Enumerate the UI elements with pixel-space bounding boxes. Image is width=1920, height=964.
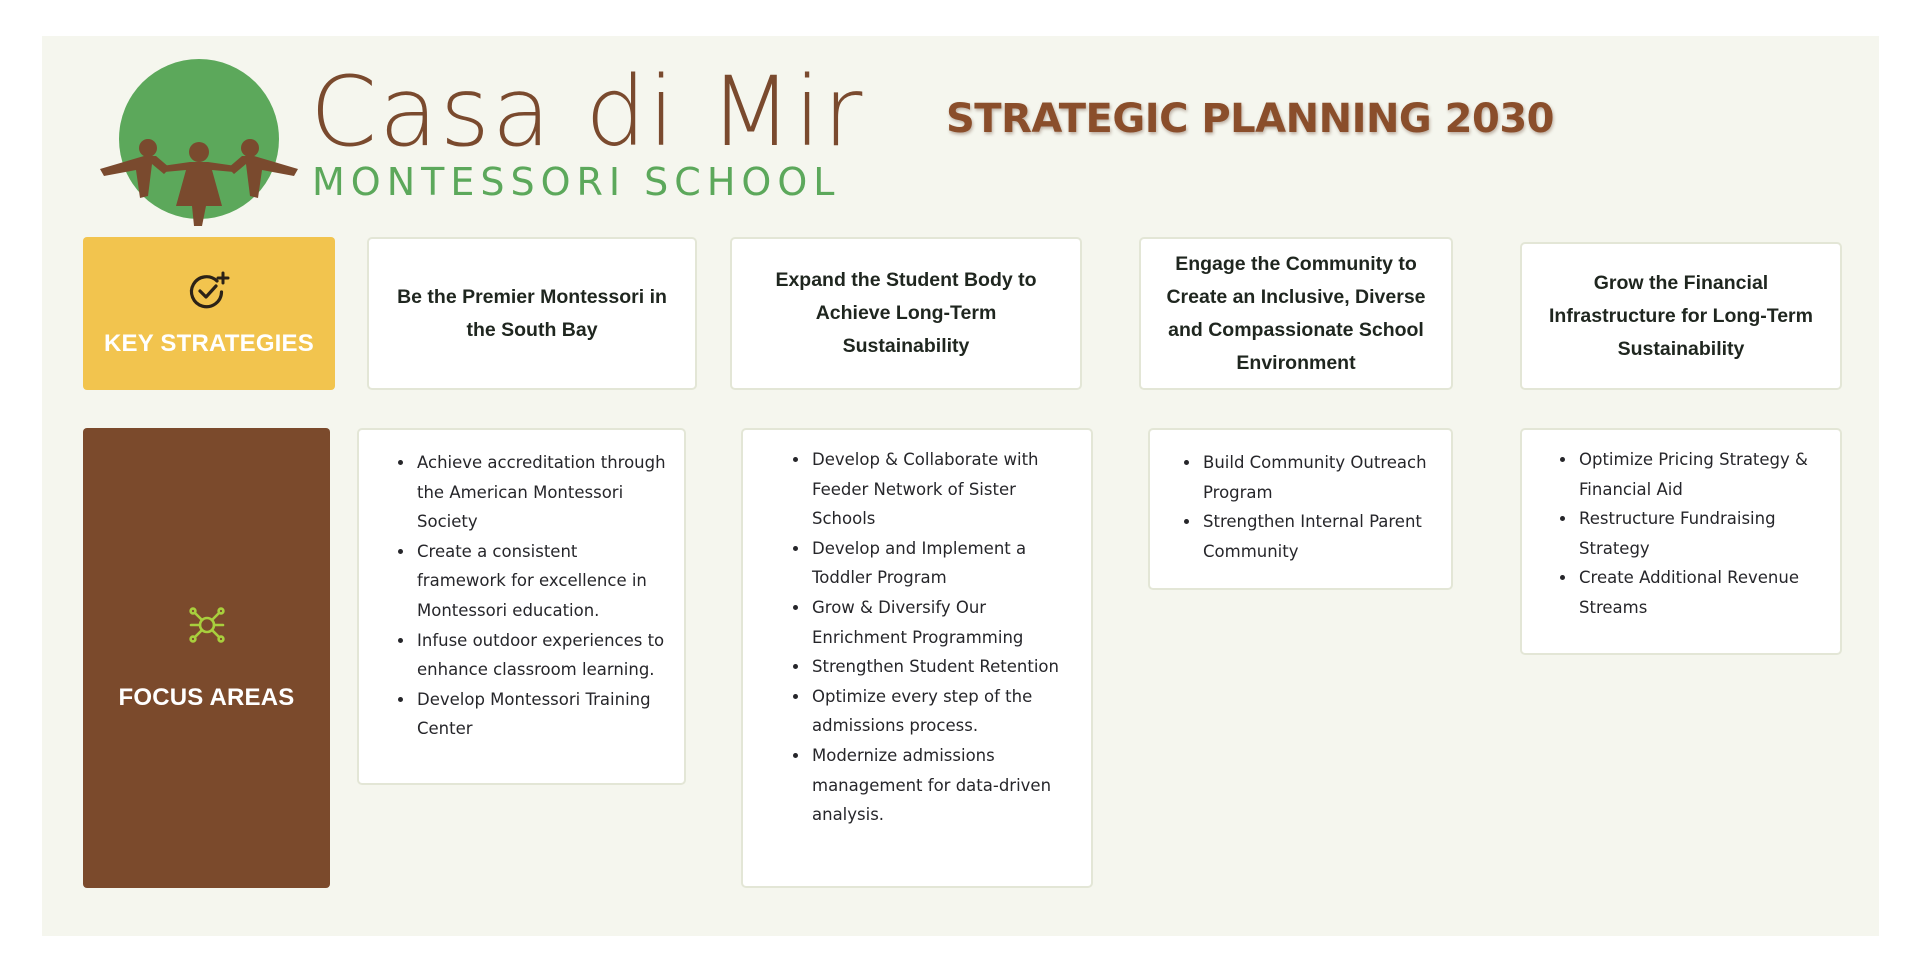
key-strategies-label-box [83,237,335,390]
strategy-card-1 [367,237,697,390]
strategy-text: Engage the Community to Create an Inclusive, Diverse and Compassionate School Environment [1166,252,1426,374]
page-title: STRATEGIC PLANNING 2030 [946,96,1555,142]
list-item: • Create a consistent framework for excellence in Montessori education. [415,537,668,626]
strategy-card-4 [1520,242,1842,390]
list-item: • Strengthen Internal Parent Community [1201,507,1435,566]
focus-card-3 [1148,428,1453,590]
focus-areas-label-box [83,428,330,888]
list-item: • Grow & Diversify Our Enrichment Programming [810,593,1075,652]
key-strategies-label: KEY STRATEGIES [104,329,314,357]
focus-list [359,448,684,744]
list-item: • Develop Montessori Training Center [415,685,668,744]
list-item: • Build Community Outreach Program [1201,448,1435,507]
focus-card-1 [357,428,686,785]
strategy-card-3 [1139,237,1453,390]
focus-list [1522,445,1840,623]
list-item: • Infuse outdoor experiences to enhance classroom learning. [415,626,668,685]
strategy-text: Be the Premier Montessori in the South Bay [397,285,667,341]
list-item: • Optimize Pricing Strategy & Financial Aid [1577,445,1824,504]
list-item: • Optimize every step of the admissions process. [810,682,1075,741]
list-item: • Restructure Fundraising Strategy [1577,504,1824,563]
focus-card-4 [1520,428,1842,655]
logo-school-name: Casa di Mir [310,56,865,168]
logo-mark-icon [100,56,300,226]
focus-areas-label: FOCUS AREAS [118,684,295,711]
list-item: • Achieve accreditation through the American Montessori Society [415,448,668,537]
logo-school-subtitle: MONTESSORI SCHOOL [312,160,841,204]
check-sparkle-icon [187,270,231,312]
focus-list [743,445,1091,830]
list-item: • Modernize admissions management for data-driven analysis. [810,741,1075,830]
strategy-card-2 [730,237,1082,390]
list-item: • Strengthen Student Retention [810,652,1075,682]
strategy-text: Expand the Student Body to Achieve Long-Term Sustainability [775,269,1037,357]
school-logo [100,56,865,226]
focus-card-2 [741,428,1093,888]
list-item: • Develop & Collaborate with Feeder Network of Sister Schools [810,445,1075,534]
network-icon [186,604,228,646]
list-item: • Develop and Implement a Toddler Program [810,534,1075,593]
list-item: • Create Additional Revenue Streams [1577,563,1824,622]
strategy-text: Grow the Financial Infrastructure for Long-Term Sustainability [1549,271,1813,360]
focus-list [1150,448,1451,566]
